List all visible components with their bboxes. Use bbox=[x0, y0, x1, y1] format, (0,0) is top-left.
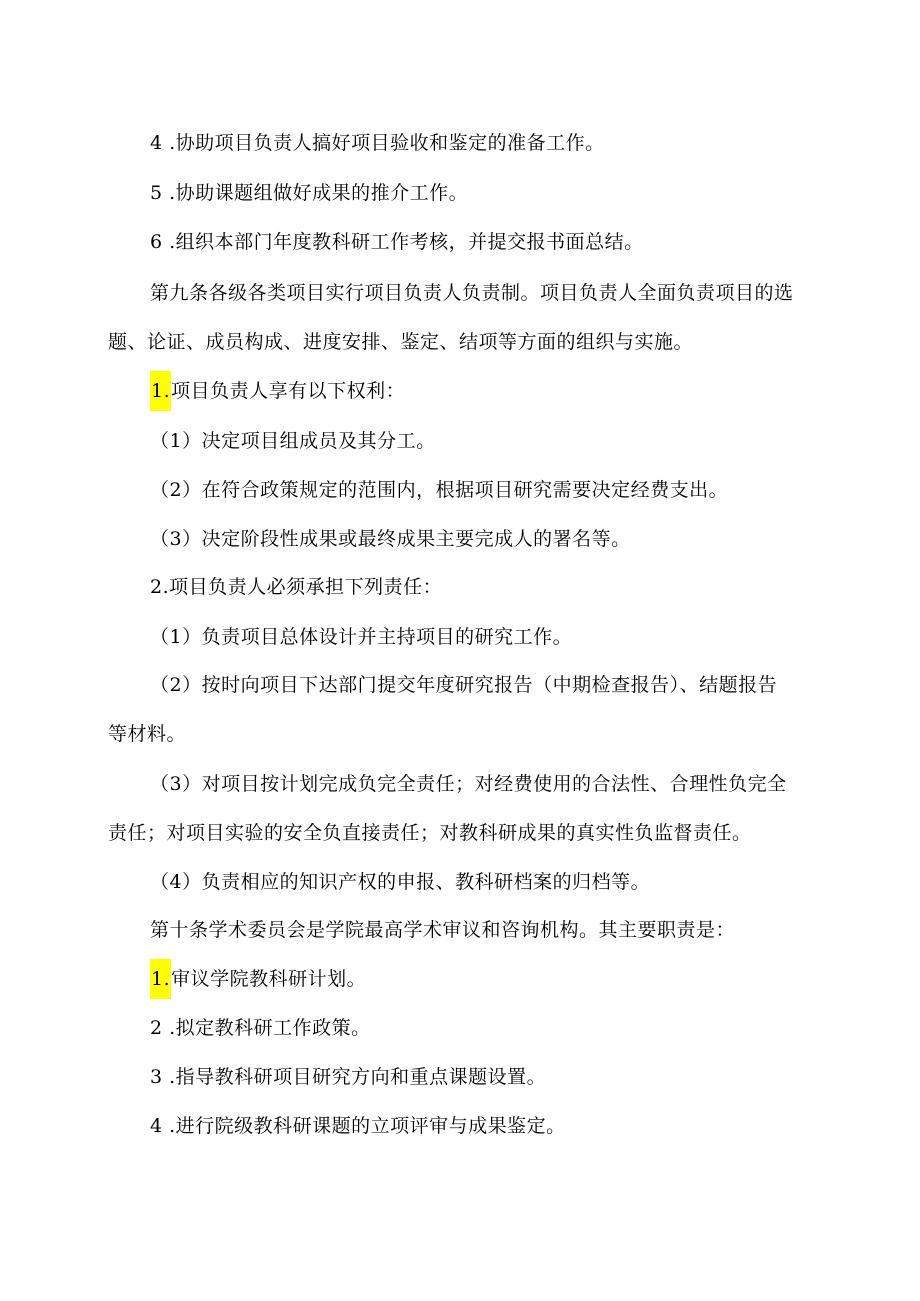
duty-item-3-line-2: 责任；对项目实验的安全负直接责任；对教科研成果的真实性负监督责任。 bbox=[108, 822, 752, 844]
rights-heading-text: 项目负责人享有以下权利： bbox=[171, 380, 406, 402]
paragraph-item-6: 6 .组织本部门年度教科研工作考核，并提交报书面总结。 bbox=[150, 231, 644, 253]
right-item-3: （3）决定阶段性成果或最终成果主要完成人的署名等。 bbox=[150, 528, 631, 550]
duties-heading: 2.项目负责人必须承担下列责任： bbox=[150, 576, 443, 598]
paragraph-item-4: 4 .协助项目负责人搞好项目验收和鉴定的准备工作。 bbox=[150, 132, 605, 154]
article-9-line-2: 题、论证、成员构成、进度安排、鉴定、结项等方面的组织与实施。 bbox=[108, 331, 694, 353]
committee-duty-1-text: 审议学院教科研计划。 bbox=[171, 968, 367, 990]
highlight-marker: 1. bbox=[150, 371, 171, 411]
committee-duty-4: 4 .进行院级教科研课题的立项评审与成果鉴定。 bbox=[150, 1115, 566, 1137]
committee-duty-3: 3 .指导教科研项目研究方向和重点课题设置。 bbox=[150, 1066, 547, 1088]
duty-item-2-line-1: （2）按时向项目下达部门提交年度研究报告（中期检查报告）、结题报告 bbox=[150, 674, 778, 696]
rights-heading bbox=[150, 379, 405, 411]
paragraph-item-5: 5 .协助课题组做好成果的推介工作。 bbox=[150, 182, 469, 204]
committee-duty-1 bbox=[150, 967, 366, 999]
committee-duty-2: 2 .拟定教科研工作政策。 bbox=[150, 1017, 371, 1039]
right-item-1: （1）决定项目组成员及其分工。 bbox=[150, 430, 436, 452]
article-10-line: 第十条学术委员会是学院最高学术审议和咨询机构。其主要职责是： bbox=[150, 919, 736, 941]
article-9-line-1: 第九条各级各类项目实行项目负责人负责制。项目负责人全面负责项目的选 bbox=[150, 282, 794, 304]
right-item-2: （2）在符合政策规定的范围内，根据项目研究需要决定经费支出。 bbox=[150, 479, 729, 501]
duty-item-2-line-2: 等材料。 bbox=[108, 723, 187, 745]
duty-item-4: （4）负责相应的知识产权的申报、教科研档案的归档等。 bbox=[150, 871, 651, 893]
duty-item-1: （1）负责项目总体设计并主持项目的研究工作。 bbox=[150, 626, 573, 648]
duty-item-3-line-1: （3）对项目按计划完成负完全责任；对经费使用的合法性、合理性负完全 bbox=[150, 773, 787, 795]
highlight-marker: 1. bbox=[150, 959, 171, 999]
